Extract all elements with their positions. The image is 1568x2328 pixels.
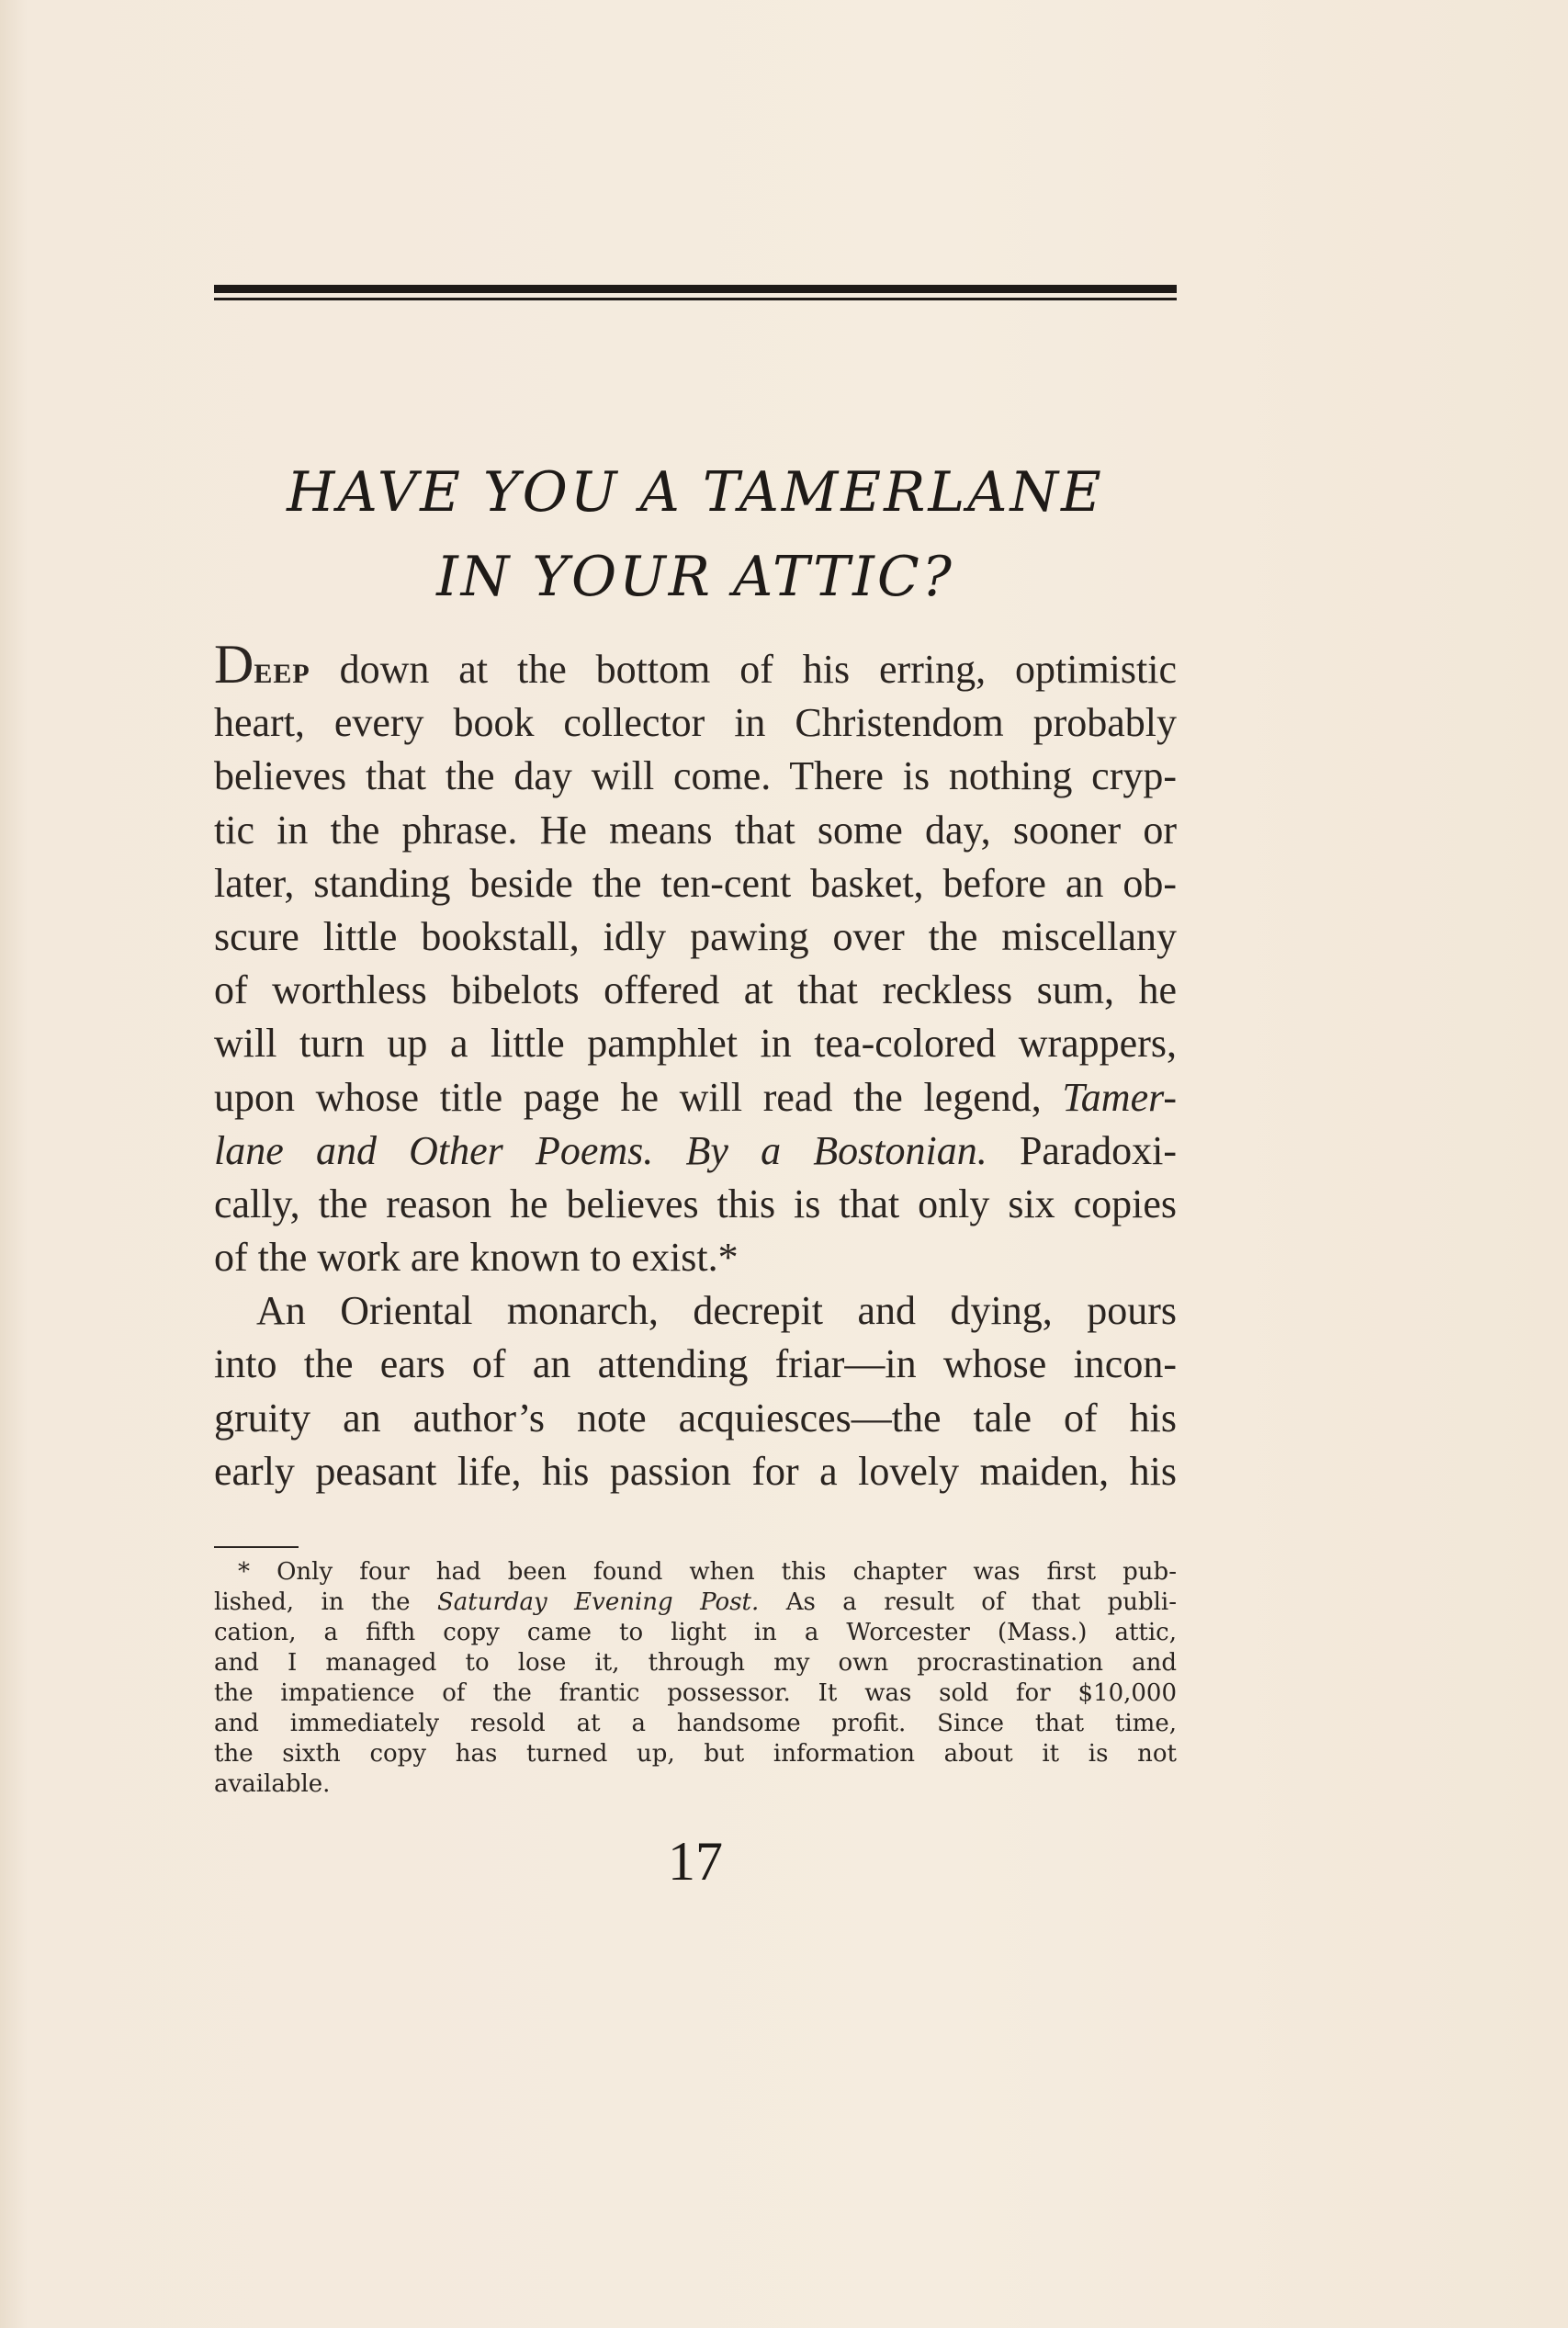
drop-cap: D [214, 634, 254, 695]
book-title-italic: lane and Other Poems. By a Bostonian. [214, 1127, 987, 1173]
text-line: believes that the day will come. There is nothing cryp- [214, 753, 1177, 799]
text-line: heart, every book collector in Christendom probably [214, 700, 1177, 746]
line-text: Paradoxi- [1019, 1127, 1177, 1173]
text-line [214, 634, 1177, 696]
chapter-title-line-1: HAVE YOU A TAMERLANE [287, 460, 1104, 525]
text-line: early peasant life, his passion for a lovely maiden, his [214, 1448, 1177, 1494]
footnote-line: and I managed to lose it, through my own procrastination and [214, 1649, 1177, 1677]
chapter-title [214, 450, 1177, 619]
footnote-line [214, 1588, 1177, 1618]
footnote-line: * Only four had been found when this chapter was first pub- [238, 1558, 1177, 1586]
text-line [214, 1124, 1177, 1178]
line-text: down at the bottom of his erring, optimistic [310, 647, 1177, 692]
text-line: into the ears of an attending friar—in whose incon- [214, 1341, 1177, 1387]
paragraph-1 [214, 634, 1178, 1284]
footnote-text: lished, in the [214, 1588, 411, 1616]
footnote-rule [214, 1546, 299, 1548]
text-line: will turn up a little pamphlet in tea-colored wrappers, [214, 1021, 1177, 1067]
body-text [214, 634, 1178, 1498]
chapter-title-line-2: IN YOUR ATTIC? [436, 545, 954, 609]
text-line: of worthless bibelots offered at that reckless sum, he [214, 967, 1177, 1013]
text-line: scure little bookstall, idly pawing over the miscellany [214, 913, 1177, 959]
footnote-line: the sixth copy has turned up, but information about it is not [214, 1740, 1177, 1768]
footnote-line: available. [214, 1770, 331, 1798]
text-line: An Oriental monarch, decrepit and dying, pours [256, 1288, 1177, 1334]
small-caps: EEP [254, 659, 310, 689]
line-text: upon whose title page he will read the legend, [214, 1074, 1042, 1120]
paragraph-2 [214, 1284, 1177, 1498]
footnote [214, 1557, 1177, 1800]
text-line: later, standing beside the ten-cent basket, before an ob- [214, 860, 1177, 906]
header-rule-thin [214, 298, 1177, 300]
footnote-line: and immediately resold at a handsome profit. Since that time, [214, 1710, 1177, 1737]
header-rule [214, 285, 1177, 300]
text-line: gruity an author’s note acquiesces—the tale of his [214, 1395, 1177, 1441]
text-line [214, 1071, 1177, 1124]
book-title-italic: Tamer- [1062, 1074, 1178, 1120]
text-line: tic in the phrase. He means that some day, sooner or [214, 807, 1177, 853]
footnote-line: cation, a fifth copy came to light in a Worcester (Mass.) attic, [214, 1619, 1177, 1646]
text-line: cally, the reason he believes this is that only six copies [214, 1181, 1177, 1226]
publication-title-italic: Saturday Evening Post. [436, 1588, 760, 1616]
footnote-text: As a result of that publi- [785, 1588, 1178, 1616]
text-line: of the work are known to exist.* [214, 1235, 739, 1281]
footnote-line: the impatience of the frantic possessor. It was sold for $10,000 [214, 1679, 1177, 1707]
page-number: 17 [668, 1831, 723, 1892]
header-rule-thick [214, 285, 1177, 293]
